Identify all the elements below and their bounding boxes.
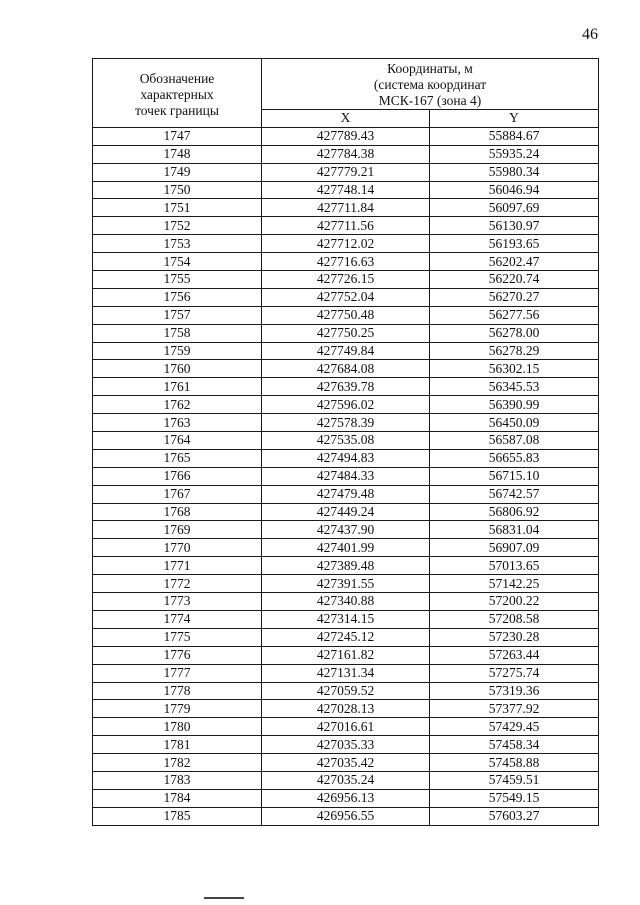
point-cell: 1759 [93, 342, 262, 360]
y-coordinate-cell: 57230.28 [430, 628, 599, 646]
x-coordinate-cell: 427789.43 [262, 127, 430, 145]
x-coordinate-cell: 427401.99 [262, 539, 430, 557]
y-coordinate-cell: 56278.29 [430, 342, 599, 360]
x-coordinate-cell: 427578.39 [262, 414, 430, 432]
point-cell: 1747 [93, 127, 262, 145]
point-cell: 1773 [93, 593, 262, 611]
x-coordinate-cell: 427391.55 [262, 575, 430, 593]
point-cell: 1776 [93, 646, 262, 664]
coordinates-table [92, 58, 599, 826]
coordinates-header [262, 59, 599, 110]
x-coordinate-cell: 427711.56 [262, 217, 430, 235]
y-coordinate-cell: 57459.51 [430, 771, 599, 789]
point-cell: 1785 [93, 807, 262, 825]
x-coordinate-cell: 427639.78 [262, 378, 430, 396]
table-row [93, 646, 599, 664]
table-row [93, 253, 599, 271]
y-coordinate-cell: 56046.94 [430, 181, 599, 199]
point-cell: 1765 [93, 449, 262, 467]
table-row [93, 360, 599, 378]
y-coordinate-cell: 56450.09 [430, 414, 599, 432]
y-coordinate-cell: 57200.22 [430, 593, 599, 611]
point-cell: 1750 [93, 181, 262, 199]
y-coordinate-cell: 56202.47 [430, 253, 599, 271]
table-row [93, 127, 599, 145]
x-coordinate-cell: 427479.48 [262, 485, 430, 503]
point-cell: 1767 [93, 485, 262, 503]
scan-mark [204, 897, 244, 899]
y-coordinate-cell: 57603.27 [430, 807, 599, 825]
table-row [93, 467, 599, 485]
x-coordinate-cell: 427437.90 [262, 521, 430, 539]
header-line: МСК-167 (зона 4) [378, 93, 482, 108]
point-cell: 1774 [93, 610, 262, 628]
table-row [93, 396, 599, 414]
table-row [93, 718, 599, 736]
table-row [93, 539, 599, 557]
y-coordinate-cell: 56278.00 [430, 324, 599, 342]
x-coordinate-cell: 427726.15 [262, 271, 430, 289]
y-coordinate-cell: 57208.58 [430, 610, 599, 628]
point-cell: 1784 [93, 789, 262, 807]
point-cell: 1751 [93, 199, 262, 217]
x-coordinate-cell: 426956.55 [262, 807, 430, 825]
point-cell: 1772 [93, 575, 262, 593]
point-cell: 1755 [93, 271, 262, 289]
x-coordinate-cell: 427245.12 [262, 628, 430, 646]
header-line: Обозначение [139, 70, 215, 86]
x-coordinate-cell: 427779.21 [262, 163, 430, 181]
y-coordinate-cell: 57319.36 [430, 682, 599, 700]
table-row [93, 306, 599, 324]
point-cell: 1764 [93, 432, 262, 450]
x-coordinate-cell: 427596.02 [262, 396, 430, 414]
table-row [93, 628, 599, 646]
table-row [93, 754, 599, 772]
x-coordinate-cell: 427750.48 [262, 306, 430, 324]
point-cell: 1756 [93, 288, 262, 306]
x-coordinate-cell: 427752.04 [262, 288, 430, 306]
x-coordinate-cell: 427059.52 [262, 682, 430, 700]
x-coordinate-cell: 427028.13 [262, 700, 430, 718]
table-row [93, 271, 599, 289]
x-coordinate-cell: 427684.08 [262, 360, 430, 378]
x-coordinate-cell: 427314.15 [262, 610, 430, 628]
point-cell: 1760 [93, 360, 262, 378]
point-designation-header [93, 59, 262, 128]
y-coordinate-cell: 55884.67 [430, 127, 599, 145]
point-cell: 1749 [93, 163, 262, 181]
table-header [93, 59, 599, 128]
y-coordinate-cell: 56907.09 [430, 539, 599, 557]
x-coordinate-cell: 427035.33 [262, 736, 430, 754]
y-coordinate-cell: 57377.92 [430, 700, 599, 718]
point-cell: 1779 [93, 700, 262, 718]
point-cell: 1763 [93, 414, 262, 432]
y-coordinate-cell: 56193.65 [430, 235, 599, 253]
table-row [93, 736, 599, 754]
x-coordinate-cell: 427449.24 [262, 503, 430, 521]
table-row [93, 378, 599, 396]
table-row [93, 593, 599, 611]
point-cell: 1761 [93, 378, 262, 396]
y-coordinate-cell: 57142.25 [430, 575, 599, 593]
point-cell: 1752 [93, 217, 262, 235]
table-row [93, 145, 599, 163]
table-row [93, 807, 599, 825]
y-coordinate-cell: 56345.53 [430, 378, 599, 396]
point-cell: 1778 [93, 682, 262, 700]
header-line: Координаты, м [387, 61, 473, 76]
x-coordinate-cell: 427535.08 [262, 432, 430, 450]
point-cell: 1782 [93, 754, 262, 772]
table-row [93, 700, 599, 718]
table-row [93, 199, 599, 217]
y-coordinate-cell: 56220.74 [430, 271, 599, 289]
point-cell: 1777 [93, 664, 262, 682]
table-body [93, 127, 599, 825]
y-coordinate-cell: 56302.15 [430, 360, 599, 378]
table-row [93, 485, 599, 503]
x-coordinate-cell: 427784.38 [262, 145, 430, 163]
y-coordinate-cell: 56130.97 [430, 217, 599, 235]
header-line: (система координат [373, 77, 487, 92]
y-coordinate-cell: 55935.24 [430, 145, 599, 163]
table-row [93, 414, 599, 432]
x-coordinate-cell: 427749.84 [262, 342, 430, 360]
table-row [93, 235, 599, 253]
point-cell: 1771 [93, 557, 262, 575]
y-coordinate-cell: 56270.27 [430, 288, 599, 306]
table-row [93, 664, 599, 682]
point-cell: 1770 [93, 539, 262, 557]
x-coordinate-cell: 427161.82 [262, 646, 430, 664]
point-cell: 1762 [93, 396, 262, 414]
x-coordinate-cell: 427716.63 [262, 253, 430, 271]
table-row [93, 521, 599, 539]
point-cell: 1766 [93, 467, 262, 485]
table-row [93, 288, 599, 306]
x-coordinate-cell: 427711.84 [262, 199, 430, 217]
y-coordinate-cell: 57429.45 [430, 718, 599, 736]
x-coordinate-cell: 427035.42 [262, 754, 430, 772]
table-row [93, 342, 599, 360]
y-coordinate-cell: 57275.74 [430, 664, 599, 682]
x-coordinate-cell: 427035.24 [262, 771, 430, 789]
point-cell: 1753 [93, 235, 262, 253]
table-row [93, 217, 599, 235]
x-column-header: X [262, 110, 430, 128]
point-cell: 1757 [93, 306, 262, 324]
x-coordinate-cell: 427131.34 [262, 664, 430, 682]
y-coordinate-cell: 57263.44 [430, 646, 599, 664]
y-coordinate-cell: 56097.69 [430, 199, 599, 217]
x-coordinate-cell: 427340.88 [262, 593, 430, 611]
y-coordinate-cell: 56742.57 [430, 485, 599, 503]
y-coordinate-cell: 55980.34 [430, 163, 599, 181]
header-line: точек границы [135, 102, 219, 118]
point-cell: 1769 [93, 521, 262, 539]
point-cell: 1775 [93, 628, 262, 646]
x-coordinate-cell: 427494.83 [262, 449, 430, 467]
table-row [93, 503, 599, 521]
y-coordinate-cell: 56587.08 [430, 432, 599, 450]
table-row [93, 610, 599, 628]
y-coordinate-cell: 56655.83 [430, 449, 599, 467]
x-coordinate-cell: 427712.02 [262, 235, 430, 253]
x-coordinate-cell: 426956.13 [262, 789, 430, 807]
y-coordinate-cell: 57458.34 [430, 736, 599, 754]
x-coordinate-cell: 427389.48 [262, 557, 430, 575]
x-coordinate-cell: 427750.25 [262, 324, 430, 342]
point-cell: 1783 [93, 771, 262, 789]
x-coordinate-cell: 427484.33 [262, 467, 430, 485]
point-cell: 1748 [93, 145, 262, 163]
y-coordinate-cell: 56277.56 [430, 306, 599, 324]
table-row [93, 324, 599, 342]
point-cell: 1754 [93, 253, 262, 271]
y-coordinate-cell: 57458.88 [430, 754, 599, 772]
x-coordinate-cell: 427016.61 [262, 718, 430, 736]
y-coordinate-cell: 57013.65 [430, 557, 599, 575]
y-coordinate-cell: 57549.15 [430, 789, 599, 807]
table-row [93, 575, 599, 593]
table-row [93, 789, 599, 807]
header-line: характерных [140, 86, 214, 102]
table-row [93, 432, 599, 450]
y-coordinate-cell: 56390.99 [430, 396, 599, 414]
x-coordinate-cell: 427748.14 [262, 181, 430, 199]
table-row [93, 557, 599, 575]
point-cell: 1768 [93, 503, 262, 521]
table-row [93, 771, 599, 789]
point-cell: 1758 [93, 324, 262, 342]
page-number: 46 [582, 26, 598, 43]
y-column-header: Y [430, 110, 599, 128]
point-cell: 1780 [93, 718, 262, 736]
y-coordinate-cell: 56831.04 [430, 521, 599, 539]
table-row [93, 163, 599, 181]
table-row [93, 449, 599, 467]
y-coordinate-cell: 56806.92 [430, 503, 599, 521]
table-row [93, 682, 599, 700]
point-cell: 1781 [93, 736, 262, 754]
y-coordinate-cell: 56715.10 [430, 467, 599, 485]
table-row [93, 181, 599, 199]
